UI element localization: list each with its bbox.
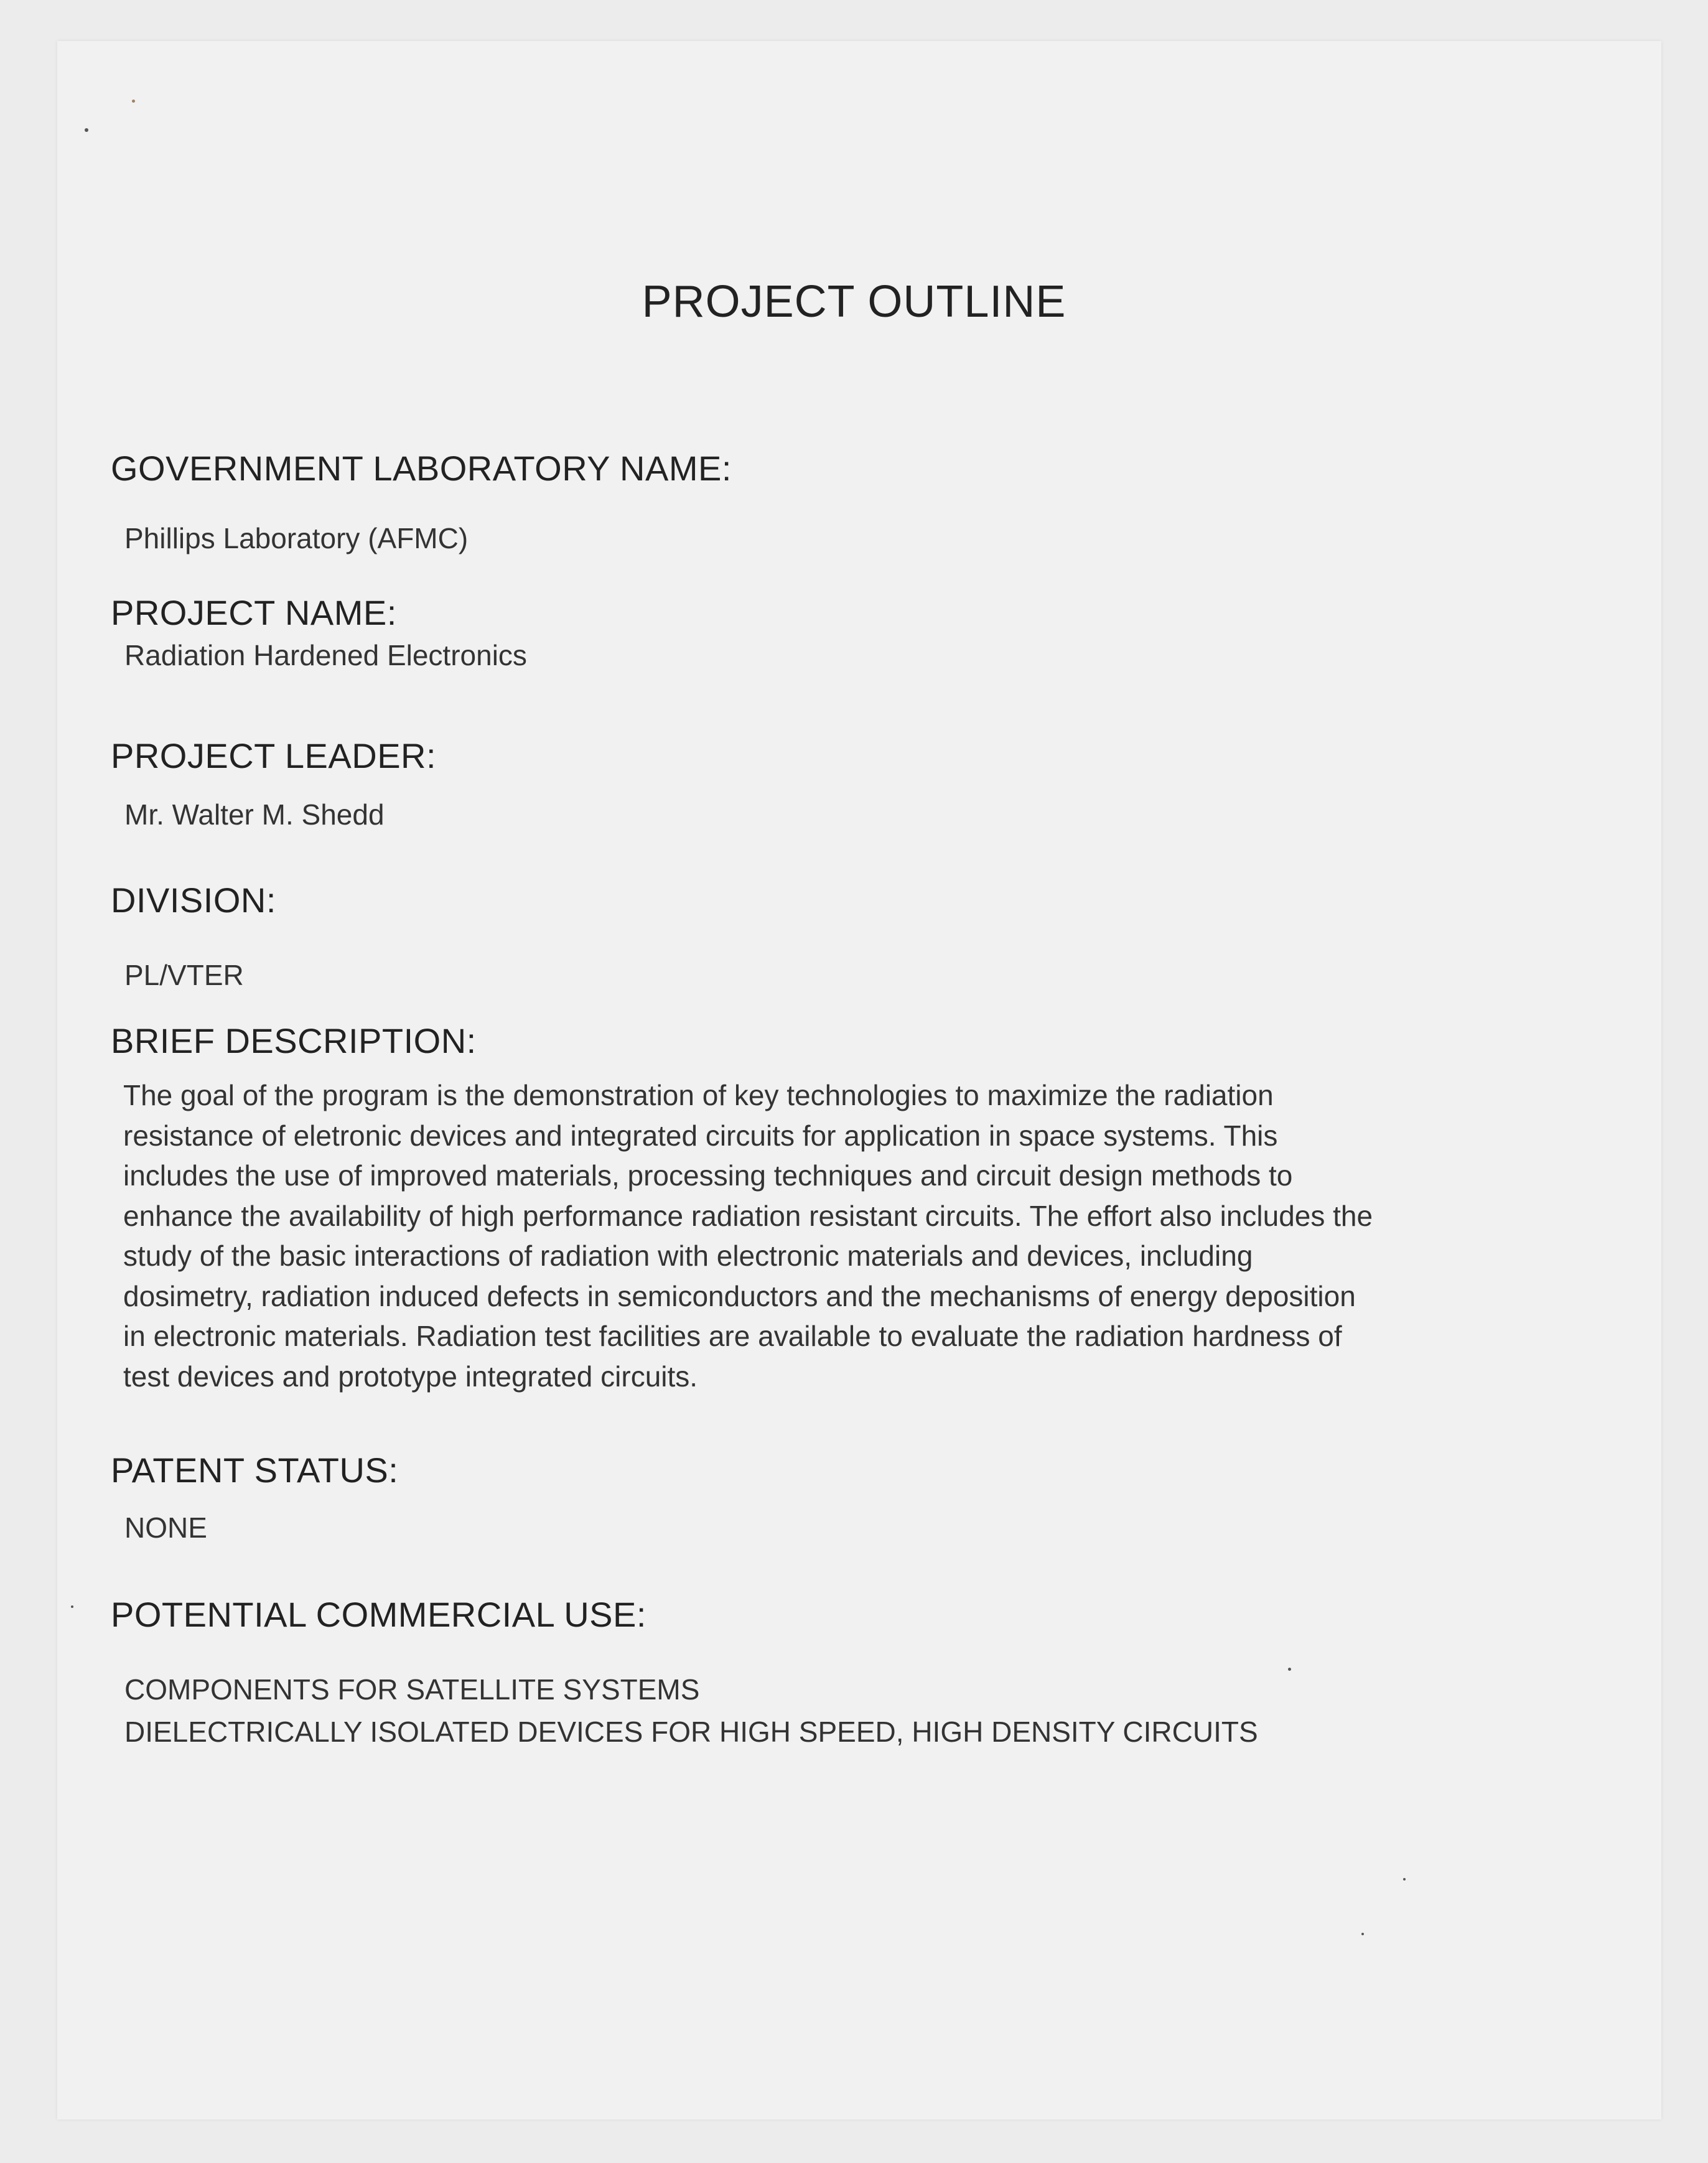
description-line: in electronic materials. Radiation test facilities are available to evaluate the radiation hardness of [123, 1320, 1342, 1352]
commercial-use-heading: POTENTIAL COMMERCIAL USE: [111, 1595, 646, 1634]
scan-speck [1403, 1878, 1406, 1880]
project-leader-value: Mr. Walter M. Shedd [124, 798, 385, 831]
division-value: PL/VTER [124, 959, 244, 991]
project-name-heading: PROJECT NAME: [111, 593, 397, 632]
commercial-use-item: COMPONENTS FOR SATELLITE SYSTEMS [124, 1673, 700, 1706]
scan-speck [132, 100, 135, 103]
description-line: enhance the availability of high performance radiation resistant circuits. The effort also includes the [123, 1199, 1373, 1232]
brief-description-heading: BRIEF DESCRIPTION: [111, 1021, 477, 1060]
project-leader-heading: PROJECT LEADER: [111, 736, 437, 775]
scan-speck [1361, 1933, 1364, 1935]
scan-speck [85, 128, 88, 132]
lab-name-value: Phillips Laboratory (AFMC) [124, 522, 469, 554]
commercial-use-item: DIELECTRICALLY ISOLATED DEVICES FOR HIGH SPEED, HIGH DENSITY CIRCUITS [124, 1716, 1258, 1748]
description-line: The goal of the program is the demonstration of key technologies to maximize the radiation [123, 1079, 1274, 1111]
project-name-value: Radiation Hardened Electronics [124, 639, 527, 671]
description-line: test devices and prototype integrated circuits. [123, 1360, 698, 1393]
scan-speck [71, 1605, 73, 1608]
scan-speck [1288, 1668, 1291, 1671]
division-heading: DIVISION: [111, 881, 276, 920]
description-line: includes the use of improved materials, processing techniques and circuit design methods to [123, 1159, 1293, 1192]
lab-name-heading: GOVERNMENT LABORATORY NAME: [111, 449, 732, 488]
patent-status-value: NONE [124, 1511, 207, 1544]
description-line: resistance of eletronic devices and integrated circuits for application in space systems. This [123, 1119, 1278, 1152]
page-title: PROJECT OUTLINE [642, 277, 1066, 327]
description-line: dosimetry, radiation induced defects in semiconductors and the mechanisms of energy deposition [123, 1279, 1356, 1312]
patent-status-heading: PATENT STATUS: [111, 1451, 399, 1490]
brief-description-text [123, 1075, 1517, 1396]
description-line: study of the basic interactions of radiation with electronic materials and devices, including [123, 1240, 1253, 1272]
